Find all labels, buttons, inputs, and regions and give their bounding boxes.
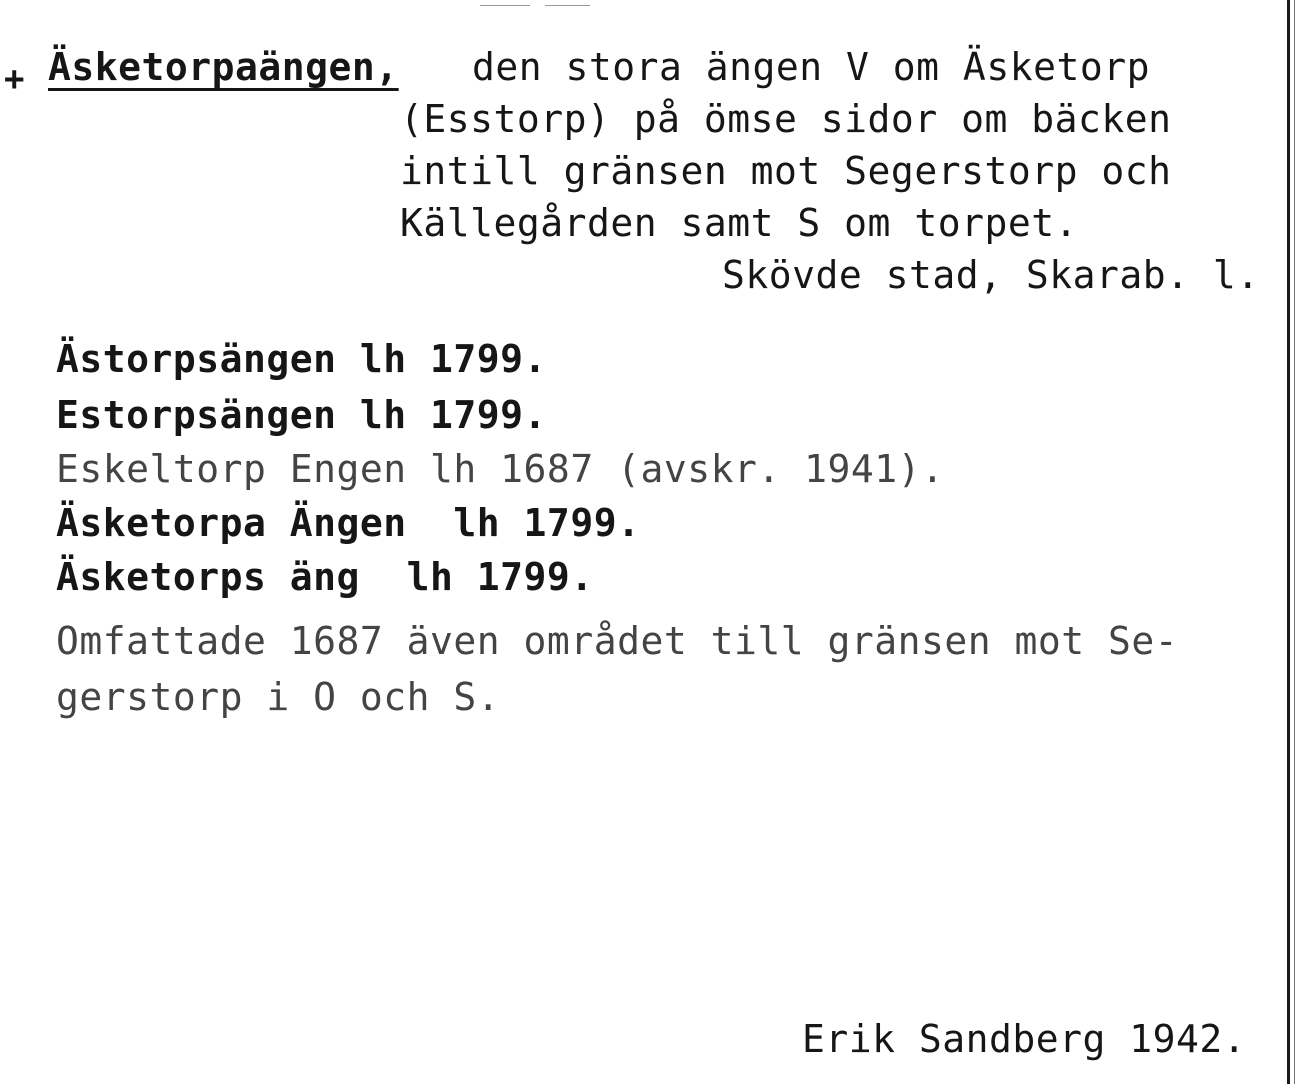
card-edge-line bbox=[1287, 0, 1290, 1084]
scan-speck bbox=[480, 5, 530, 6]
entry-marker: + bbox=[4, 59, 25, 99]
note-line: gerstorp i O och S. bbox=[56, 675, 501, 719]
historical-form: Äsketorpa Ängen lh 1799. bbox=[56, 501, 641, 545]
historical-form: Eskeltorp Engen lh 1687 (avskr. 1941). bbox=[56, 447, 945, 491]
scan-speck bbox=[545, 5, 590, 6]
description-line: Källegården samt S om torpet. bbox=[400, 201, 1078, 245]
historical-form: Estorpsängen lh 1799. bbox=[56, 393, 547, 437]
signature: Erik Sandberg 1942. bbox=[802, 1017, 1247, 1061]
description-line: intill gränsen mot Segerstorp och bbox=[400, 149, 1172, 193]
location: Skövde stad, Skarab. l. bbox=[722, 253, 1260, 297]
note-line: Omfattade 1687 även området till gränsen mot Se- bbox=[56, 619, 1179, 663]
headword: Äsketorpaängen, bbox=[48, 45, 399, 89]
description-line: den stora ängen V om Äsketorp bbox=[472, 45, 1150, 89]
description-line: (Esstorp) på ömse sidor om bäcken bbox=[400, 97, 1172, 141]
card-edge-shadow bbox=[1294, 0, 1295, 1084]
historical-form: Äsketorps äng lh 1799. bbox=[56, 555, 594, 599]
historical-form: Ästorpsängen lh 1799. bbox=[56, 337, 547, 381]
